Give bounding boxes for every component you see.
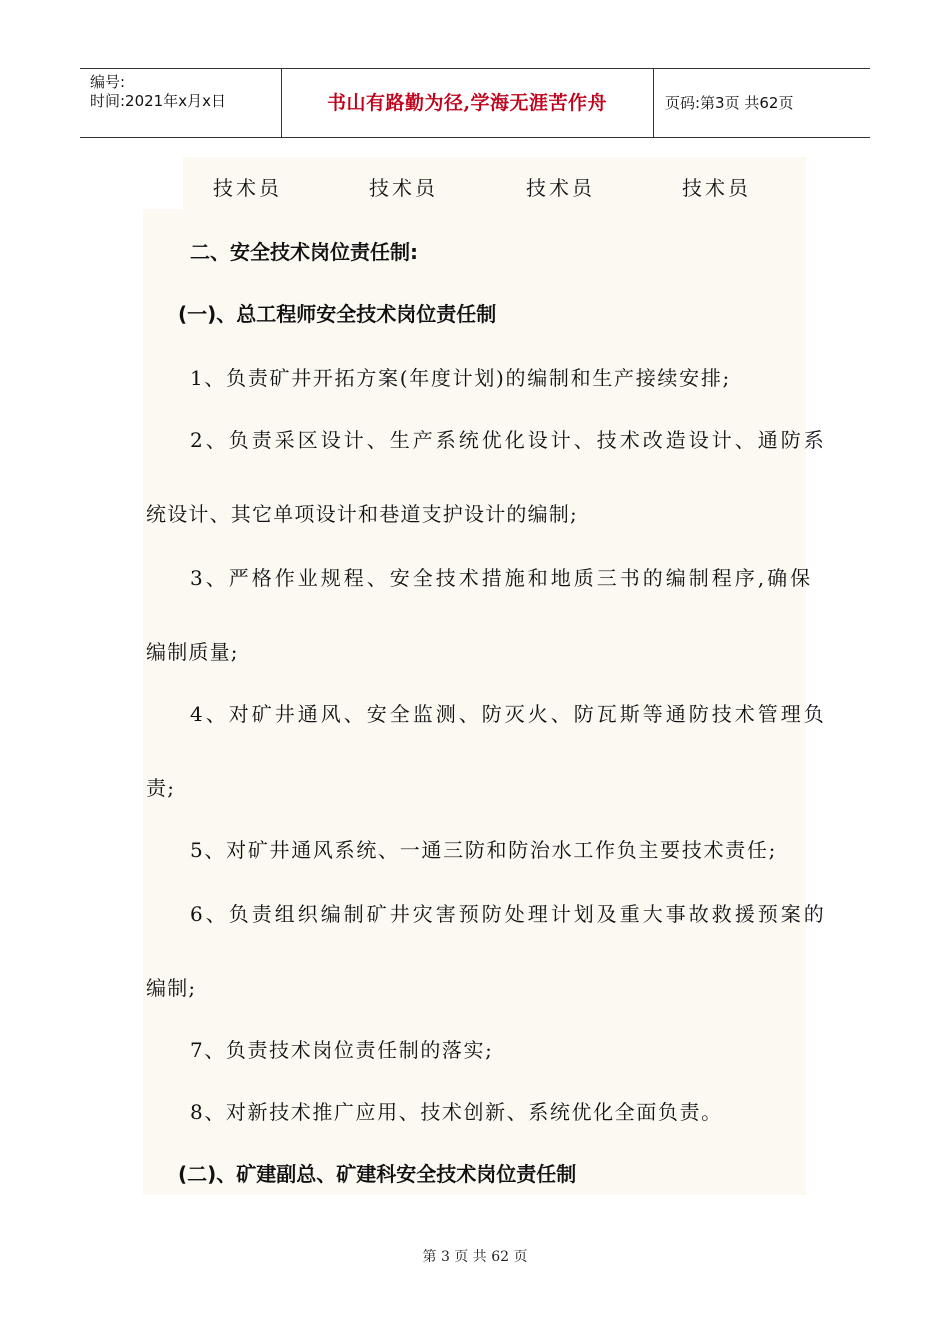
header-motto: 书山有路勤为径,学海无涯苦作舟 [326, 92, 608, 114]
section-title: 二、安全技术岗位责任制: [190, 240, 418, 264]
duty-line-2: 2、负责采区设计、生产系统优化设计、技术改造设计、通防系 [190, 428, 827, 452]
duty-line-4-cont: 责; [146, 776, 176, 800]
subsection-title-2: (二)、矿建副总、矿建科安全技术岗位责任制 [178, 1162, 577, 1186]
duty-line-3-cont: 编制质量; [146, 640, 239, 664]
duty-line-6-cont: 编制; [146, 976, 197, 1000]
duty-line-7: 7、负责技术岗位责任制的落实; [190, 1038, 494, 1062]
subsection-title-1: (一)、总工程师安全技术岗位责任制 [178, 302, 497, 326]
job-title-4: 技术员 [682, 176, 751, 200]
page-header [80, 68, 870, 138]
duty-line-6: 6、负责组织编制矿井灾害预防处理计划及重大事故救援预案的 [190, 902, 827, 926]
page-footer: 第 3 页 共 62 页 [422, 1249, 528, 1265]
duty-line-1: 1、负责矿井开拓方案(年度计划)的编制和生产接续安排; [190, 366, 731, 390]
duty-line-3: 3、严格作业规程、安全技术措施和地质三书的编制程序,确保 [190, 566, 814, 590]
job-title-3: 技术员 [526, 176, 595, 200]
duty-line-5: 5、对矿井通风系统、一通三防和防治水工作负主要技术责任; [190, 838, 778, 862]
header-meta [90, 73, 226, 111]
job-title-2: 技术员 [369, 176, 438, 200]
duty-line-2-cont: 统设计、其它单项设计和巷道支护设计的编制; [146, 502, 578, 526]
job-title-1: 技术员 [213, 176, 282, 200]
number-label: 编号: [90, 73, 126, 91]
duty-line-8: 8、对新技术推广应用、技术创新、系统优化全面负责。 [190, 1100, 723, 1124]
header-page-label: 页码:第3页 共62页 [665, 94, 794, 112]
duty-line-4: 4、对矿井通风、安全监测、防灭火、防瓦斯等通防技术管理负 [190, 702, 827, 726]
header-divider-right [653, 69, 654, 137]
date-label: 时间:2021年x月x日 [90, 92, 226, 110]
content-notch [143, 157, 183, 209]
